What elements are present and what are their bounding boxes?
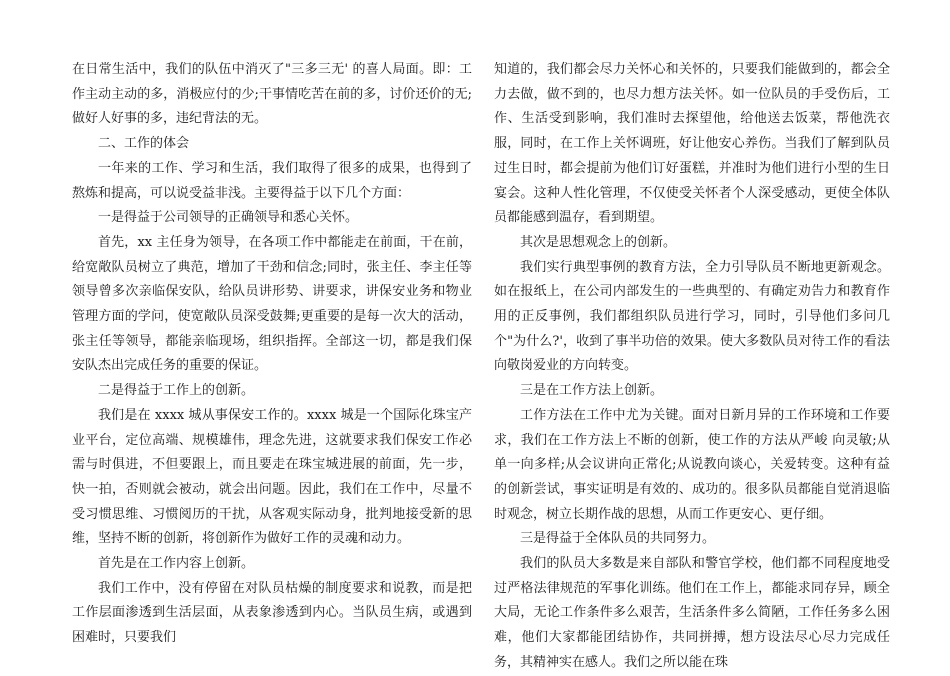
paragraph: 工作方法在工作中尤为关键。面对日新月异的工作环境和工作要求，我们在工作方法上不断的创新，使工作的方法从严峻 向灵敏;从单一向多样;从会议讲向正常化;从说教向谈心，关爱转变。这种有益的创新尝试，事实证明是有效的、成功的。很多队员都能自觉消退临时观念，树立长期作战的思想，从而工作更安心、更仔细。	[494, 407, 890, 522]
paragraph: 一年来的工作、学习和生活，我们取得了很多的成果，也得到了熬炼和提高，可以说受益非浅。主要得益于以下几个方面：	[72, 160, 472, 201]
paragraph: 我们的队员大多数是来自部队和警官学校，他们都不同程度地受过严格法律规范的军事化训练。他们在工作上，都能求同存异，顾全大局，无论工作条件多么艰苦，生活条件多么简陋，工作任务多么困难，他们大家都能团结协作，共同拼搏，想方设法尽心尽力完成任务，其精神实在感人。我们之所以能在珠	[494, 556, 890, 670]
left-column	[72, 58, 472, 651]
section-heading: 二、工作的体会	[98, 136, 190, 152]
subheading: 一是得益于公司领导的正确领导和悉心关怀。	[98, 210, 359, 226]
paragraph: 我们是在 xxxx 城从事保安工作的。xxxx 城是一个国际化珠宝产业平台，定位高端、规模雄伟，理念先进，这就要求我们保安工作必需与时俱进，不但要跟上，而且要走在珠宝城进展的前面，先一步，快一拍，否则就会被动，就会出问题。因此，我们在工作中，尽量不受习惯思维、习惯阅历的干扰，从客观实际动身，批判地接受新的思维，坚持不断的创新，将创新作为做好工作的灵魂和动力。	[72, 407, 472, 547]
paragraph: 在日常生活中，我们的队伍中消灭了"三多三无' 的喜人局面。即：工作主动主动的多，消极应付的少;干事情吃苦在前的多，讨价还价的无;做好人好事的多，违纪背法的无。	[72, 62, 472, 127]
subheading: 三是得益于全体队员的共同努力。	[520, 531, 716, 547]
paragraph: 首先，xx 主任身为领导，在各项工作中都能走在前面，干在前，给宽敞队员树立了典范，增加了干劲和信念;同时，张主任、李主任等领导曾多次亲临保安队，给队员讲形势、讲要求，讲保安业务和物业管理方面的学问，使宽敞队员深受鼓舞;更重要的是每一次大的活动，张主任等领导，都能亲临现场，组织指挥。全部这一切，都是我们保安队杰出完成任务的重要的保证。	[72, 234, 472, 374]
paragraph: 我们工作中，没有停留在对队员枯燥的制度要求和说教，而是把工作层面渗透到生活层面，从表象渗透到内心。当队员生病，或遇到困难时，只要我们	[72, 580, 472, 646]
subheading: 首先是在工作内容上创新。	[98, 556, 255, 572]
subheading: 其次是思想观念上的创新。	[520, 234, 677, 250]
paragraph: 我们实行典型事例的教育方法，全力引导队员不断地更新观念。如在报纸上，在公司内部发生的一些典型的、有确定劝告力和教育作用的正反事例，我们都组织队员进行学习，同时，引导他们多问几个"为什么?'，收到了事半功倍的效果。使大多数队员对待工作的看法向敬岗爱业的方向转变。	[494, 259, 890, 374]
paragraph: 知道的，我们都会尽力关怀心和关怀的，只要我们能做到的，都会全力去做，做不到的，也尽力想方法关怀。如一位队员的手受伤后，工作、生活受到影响，我们准时去探望他，给他送去饭菜，帮他洗衣服，同时，在工作上关怀调班，好让他安心养伤。当我们了解到队员过生日时，都会提前为他们订好蛋糕，并准时为他们进行小型的生日宴会。这种人性化管理，不仅使受关怀者个人深受感动，更使全体队员都能感到温存，看到期望。	[494, 62, 890, 226]
right-column	[494, 58, 890, 676]
subheading: 二是得益于工作上的创新。	[98, 383, 255, 399]
subheading: 三是在工作方法上创新。	[520, 383, 664, 399]
